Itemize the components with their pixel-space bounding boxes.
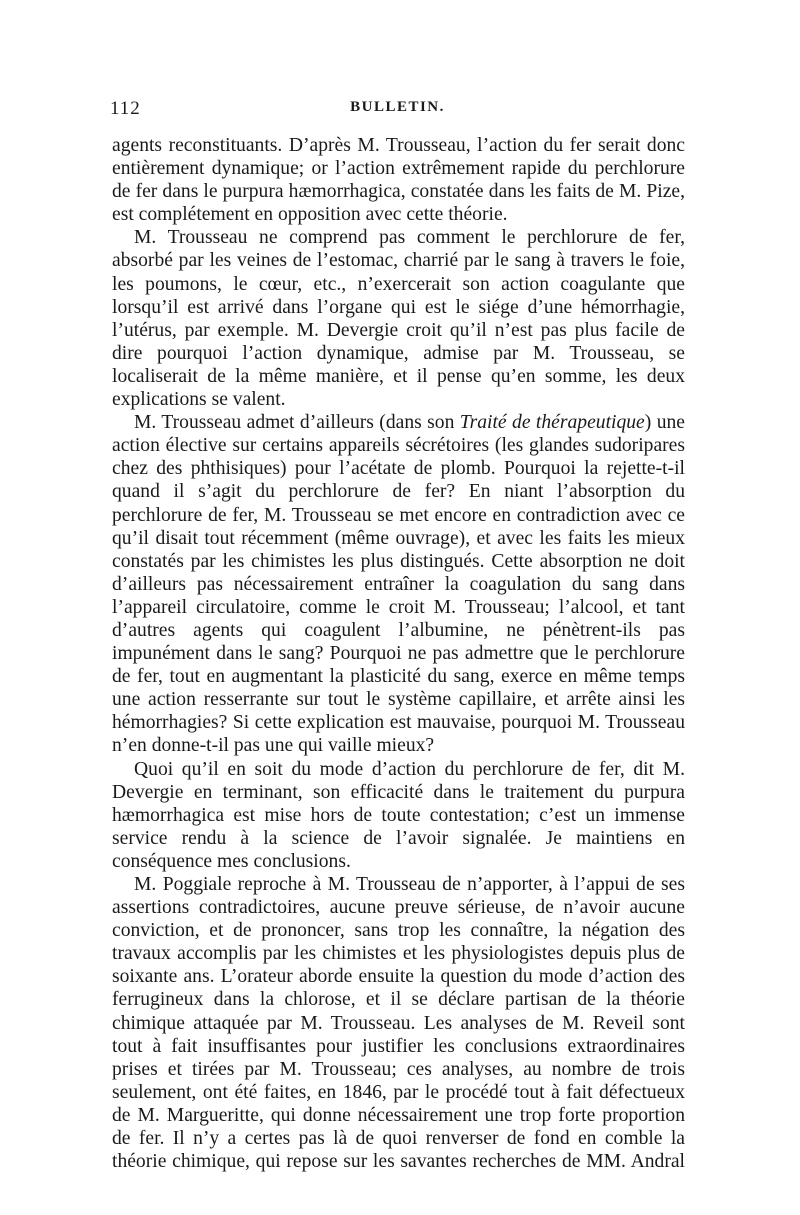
- paragraph-2: M. Trousseau ne comprend pas comment le perchlorure de fer, absorbé par les veines de l’estomac, charrié par le sang à travers le foie, les poumons, le cœur, etc., n’exercerait son action coagulante que lorsqu’il est arrivé dans l’organe qui est le siége d’une hémorrhagie, l’utérus, par exemple. M. Devergie croit qu’il n’est pas plus facile de dire pourquoi l’action dynamique, admise par M. Trousseau, se localiserait de la même manière, et il pense qu’en somme, les deux explications se valent.: [112, 227, 685, 411]
- body-text: [112, 134, 685, 1173]
- paragraph-3-text-after: ) une action élective sur certains appareils sécrétoires (les glandes sudoripares chez des phthisiques) pour l’acétate de plomb. Pourquoi la rejette-t-il quand il s’agit du perchlorure de fer? En niant l’absorption du perchlorure de fer, M. Trousseau se met encore en contradiction avec ce qu’il disait tout récemment (même ouvrage), et avec les faits les mieux constatés par les chimistes les plus distingués. Cette absorption ne doit d’ailleurs pas nécessairement entraîner la coagulation du sang dans l’appareil circulatoire, comme le croit M. Trousseau; l’alcool, et tant d’autres agents qui coagulent l’albumine, ne pénètrent-ils pas impunément dans le sang? Pourquoi ne pas admettre que le perchlorure de fer, tout en augmentant la plasticité du sang, exerce en même temps une action resserrante sur tout le système capillaire, et arrête ainsi les hémorrhagies? Si cette explication est mauvaise, pourquoi M. Trousseau n’en donne-t-il pas une qui vaille mieux?: [112, 412, 685, 757]
- header-title: BULLETIN.: [350, 99, 445, 115]
- paragraph-3-text-before: M. Trousseau admet d’ailleurs (dans son: [134, 412, 460, 434]
- page-number: 112: [110, 98, 141, 119]
- paragraph-1: agents reconstituants. D’après M. Trousseau, l’action du fer serait donc entièrement dynamique; or l’action extrêmement rapide du perchlorure de fer dans le purpura hæmorrhagica, constatée dans les faits de M. Pize, est complétement en opposition avec cette théorie.: [112, 135, 685, 226]
- running-head: [110, 98, 685, 126]
- paragraph-3: [112, 411, 685, 757]
- paragraph-4: Quoi qu’il en soit du mode d’action du perchlorure de fer, dit M. Devergie en terminant, son efficacité dans le traitement du purpura hæmorrhagica est mise hors de toute contestation; c’est un immense service rendu à la science de l’avoir signalée. Je maintiens en conséquence mes conclusions.: [112, 758, 685, 872]
- book-title-italic: Traité de thérapeutique: [459, 412, 645, 434]
- paragraph-5: M. Poggiale reproche à M. Trousseau de n’apporter, à l’appui de ses assertions contradictoires, aucune preuve sérieuse, de n’avoir aucune conviction, et de prononcer, sans trop les connaître, la négation des travaux accomplis par les chimistes et les physiologistes depuis plus de soixante ans. L’orateur aborde ensuite la question du mode d’action des ferrugineux dans la chlorose, et il se déclare partisan de la théorie chimique attaquée par M. Trousseau. Les analyses de M. Reveil sont tout à fait insuffisantes pour justifier les conclusions extraordinaires prises et tirées par M. Trousseau; ces analyses, au nombre de trois seulement, ont été faites, en 1846, par le procédé tout à fait défectueux de M. Margueritte, qui donne nécessairement une trop forte proportion de fer. Il n’y a certes pas là de quoi renverser de fond en comble la théorie chimique, qui repose sur les savantes recherches de MM. Andral: [112, 874, 685, 1173]
